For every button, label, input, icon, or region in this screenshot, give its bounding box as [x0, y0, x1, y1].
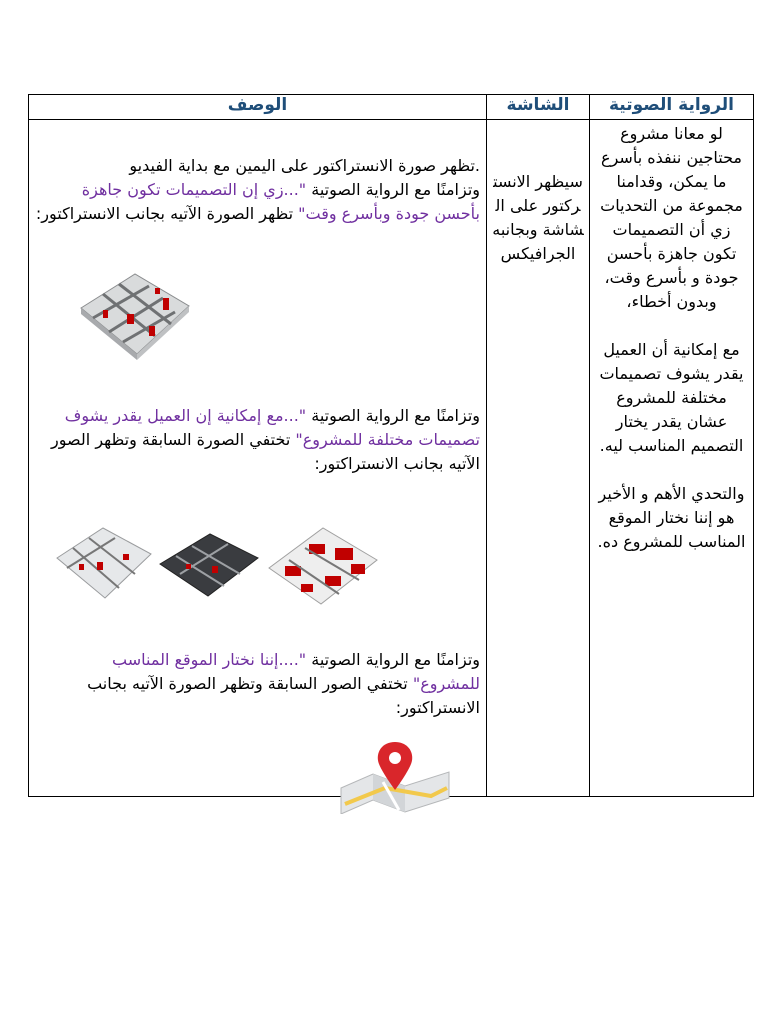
voiceover-quote-1: "...زي إن التصميمات تكون جاهزة بأحسن جودة وبأسرع وقت": [81, 180, 480, 223]
content-row: [29, 120, 754, 797]
header-description: الوصف: [29, 95, 487, 120]
voiceover-paragraph-2: مع إمكانية أن العميل يقدر يشوف تصميمات مختلفة للمشروع عشان يقدر يختار التصميم المناسب ليه.: [599, 340, 744, 455]
voiceover-paragraph-1: لو معانا مشروع محتاجين ننفذه بأسرع ما يمكن، وقدامنا مجموعة من التحديات زي أن التصميمات تكون جاهزة بأحسن جودة و بأسرع وقت، وبدون أخطاء،: [600, 124, 743, 311]
voiceover-quote-3: "....إننا نختار الموقع المناسب للمشروع": [112, 650, 480, 693]
header-screen: الشاشة: [487, 95, 590, 120]
description-block-3: وتزامنًا مع الرواية الصوتية "....إننا نختار الموقع المناسب للمشروع" تختفي الصور السابقة وتظهر الصورة الآتيه بجانب الانستراكتور:: [87, 650, 480, 717]
header-row: [29, 95, 754, 120]
floor-plan-variant-3: [265, 514, 380, 606]
description-block-2: وتزامنًا مع الرواية الصوتية "...مع إمكانية إن العميل يقدر يشوف تصميمات مختلفة للمشروع" تختفي الصورة السابقة وتظهر الصور الآتيه بجانب الانستراكتور:: [51, 406, 480, 473]
voiceover-paragraph-3: والتحدي الأهم و الأخير هو إننا نختار الموقع المناسب للمشروع ده.: [597, 484, 746, 551]
floor-plan-variant-images: [53, 514, 383, 614]
description-sync-text-1: وتزامنًا مع الرواية الصوتية "...زي إن التصميمات تكون جاهزة بأحسن جودة وبأسرع وقت" تظهر الصورة الآتيه بجانب الانستراكتور:: [35, 180, 480, 223]
description-cell: [29, 120, 487, 797]
floor-plan-3d-image: [63, 256, 193, 366]
floor-plan-variant-1: [53, 518, 153, 602]
description-block-1: [32, 154, 480, 226]
header-voiceover: الرواية الصوتية: [590, 95, 754, 120]
script-table: [28, 94, 754, 797]
screen-cell: [487, 120, 590, 797]
voiceover-cell: [590, 120, 754, 797]
floor-plan-variant-2: [156, 516, 261, 600]
screen-text: سيظهر الانستركتور على الشاشة وبجانبه الجرافيكس: [492, 172, 584, 263]
map-pin-icon: [339, 738, 451, 814]
voiceover-quote-2: "...مع إمكانية إن العميل يقدر يشوف تصميمات مختلفة للمشروع": [64, 406, 480, 449]
description-intro-line: .تظهر صورة الانستراكتور على اليمين مع بداية الفيديو: [129, 156, 480, 175]
